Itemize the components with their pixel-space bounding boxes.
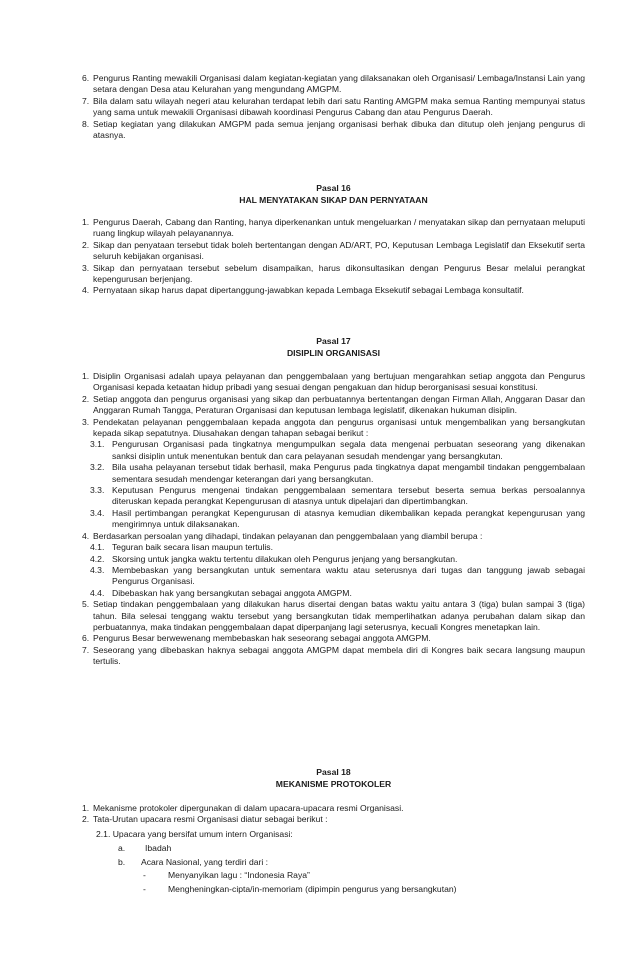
list-item: 2. Tata-Urutan upacara resmi Organisasi diatur sebagai berikut : [82, 814, 328, 825]
list-item: 7. Seseorang yang dibebaskan haknya sebagai anggota AMGPM dapat membela diri di Kongres baik secara langsung maupun tertulis. [82, 644, 585, 667]
list-item: 4. Berdasarkan persoalan yang dihadapi, tindakan pelayanan dan penggembalaan yang diambil berupa : [82, 530, 483, 541]
list-item: 5. Setiap tindakan penggembalaan yang dilakukan harus disertai dengan batas waktu yaitu antara 3 (tiga) bulan sampai 3 (tiga) tahun. Bila selesai tenggang waktu tersebut yang bersangkutan tidak memperlihatkan adanya perubahan dalam sikap dan perbuatannya, maka tindakan penggembalaan dapat diperpanjang lagi seterusnya, kecuali Kongres menetapkan lain. [82, 599, 585, 632]
sub-item: 4.1. Teguran baik secara lisan maupun tertulis. [90, 542, 273, 553]
sub-item: 4.3. Membebaskan yang bersangkutan untuk sementara waktu atau seterusnya dari tugas dan tanggung jawab sebagai Pengurus Organisasi. [90, 564, 585, 587]
item-a-text: Ibadah [145, 843, 172, 853]
list-item: 7. Bila dalam satu wilayah negeri atau kelurahan terdapat lebih dari satu Ranting AMGPM maka semua Ranting mempunyai status yang sama untuk mewakili Organisasi dibawah koordinasi Pengurus Cabang dan atau Pengurus Daerah. [82, 95, 585, 118]
list-item: 1. Disiplin Organisasi adalah upaya pelayanan dan penggembalaan yang bertujuan mengarahkan setiap anggota dan Pengurus Organisasi kepada ketaatan hidup pribadi yang sesuai dengan pengakuan dan hidup berorganisasi sesuai konstitusi. [82, 371, 585, 393]
pasal-16-list [82, 217, 585, 297]
list-item: 2. Sikap dan penyataan tersebut tidak boleh bertentangan dengan AD/ART, PO, Keputusan Lembaga Legislatif dan Eksekutif serta seluruh kebijakan organisasi. [82, 239, 585, 262]
sub-item: 3.4. Hasil pertimbangan perangkat Kepengurusan di atasnya kemudian dikembalikan kepada perangkat kepengurusan yang mengirimnya untuk dilaksanakan. [90, 507, 585, 530]
pasal-18-title: MEKANISME PROTOKOLER [275, 779, 392, 789]
pasal-16-title: HAL MENYATAKAN SIKAP DAN PERNYATAAN [239, 195, 428, 205]
list-item: 3. Sikap dan pernyataan tersebut sebelum disampaikan, harus dikonsultasikan dengan Pengurus Besar melalui perangkat kepengurusan berjenjang. [82, 262, 585, 285]
list-item: 4. Pernyataan sikap harus dapat dipertanggung-jawabkan kepada Lembaga Eksekutif sebagai Lembaga konsultatif. [82, 285, 524, 296]
list-item: 6. Pengurus Ranting mewakili Organisasi dalam kegiatan-kegiatan yang dilaksanakan oleh Organisasi/ Lembaga/Instansi Lain yang setara dengan Desa atau Kelurahan yang mengundang AMGPM. [82, 73, 585, 95]
list-item: 1. Pengurus Daerah, Cabang dan Ranting, hanya diperkenankan untuk mengeluarkan / menyatakan sikap dan pernyataan meluputi ruang lingkup wilayah pelayanannya. [82, 217, 585, 239]
pasal-17-title: DISIPLIN ORGANISASI [286, 348, 381, 358]
list-item: 8. Setiap kegiatan yang dilakukan AMGPM pada semua jenjang organisasi berhak dibuka dan ditutup oleh jenjang pengurus di atasnya. [82, 118, 585, 141]
dash-item-1: Menyanyikan lagu : “Indonesia Raya” [168, 870, 310, 880]
list-item: 6. Pengurus Besar berwewenang membebaskan hak seseorang sebagai anggota AMGPM. [82, 633, 431, 644]
list-item: 3. Pendekatan pelayanan penggembalaan kepada anggota dan pengurus organisasi untuk mengembalikan yang bersangkutan kepada sikap sepatutnya. Diusahakan dengan tahapan sebagai berikut : [82, 416, 585, 439]
pasal-17-list [82, 371, 585, 668]
dash-bullet: - [143, 884, 146, 894]
pasal-18-label: Pasal 18 [316, 767, 351, 777]
sub-item: 3.1. Pengurusan Organisasi pada tingkatnya mengumpulkan segala data mengenai perbuatan seseorang yang dikenakan sanksi disiplin untuk menentukan bentuk dan cara pelayanan sesudah mendengar yang bersangkutan. [90, 439, 585, 461]
list-item: 2. Setiap anggota dan pengurus organisasi yang sikap dan perbuatannya bertentangan dengan Firman Allah, Anggaran Dasar dan Anggaran Rumah Tangga, Peraturan Organisasi dan keputusan lembaga legislatif, dikenakan hukuman disiplin. [82, 393, 585, 416]
sub-item: 4.2. Skorsing untuk jangka waktu tertentu dilakukan oleh Pengurus jenjang yang bersangkutan. [90, 553, 458, 564]
dash-bullet: - [143, 870, 146, 880]
item-b-label: b. [118, 857, 126, 867]
sub-item: 3.3. Keputusan Pengurus mengenai tindakan penggembalaan sementara tersebut beserta semua berkas persoalannya diteruskan kepada perangkat Kepengurusan di atasnya untuk dipelajari dan dipertimbangkan. [90, 485, 585, 507]
sub-item: 3.2. Bila usaha pelayanan tersebut tidak berhasil, maka Pengurus pada tingkatnya dapat mengambil tindakan penggembalaan sementara sesudah mendengar keterangan dari yang bersangkutan. [90, 462, 585, 484]
item-b-text: Acara Nasional, yang terdiri dari : [141, 857, 269, 867]
sub-item: 4.4. Dibebaskan hak yang bersangkutan sebagai anggota AMGPM. [90, 587, 352, 598]
sub-item-2-1: 2.1. Upacara yang bersifat umum intern Organisasi: [96, 829, 293, 839]
pasal-16-label: Pasal 16 [316, 183, 351, 193]
pasal-18-list [82, 803, 585, 826]
continued-list [82, 73, 585, 141]
dash-item-2: Mengheningkan-cipta/in-memoriam (dipimpin pengurus yang bersangkutan) [168, 884, 457, 894]
item-a-label: a. [118, 843, 126, 853]
list-item: 1. Mekanisme protokoler dipergunakan di dalam upacara-upacara resmi Organisasi. [82, 803, 404, 813]
pasal-17-label: Pasal 17 [316, 336, 351, 346]
